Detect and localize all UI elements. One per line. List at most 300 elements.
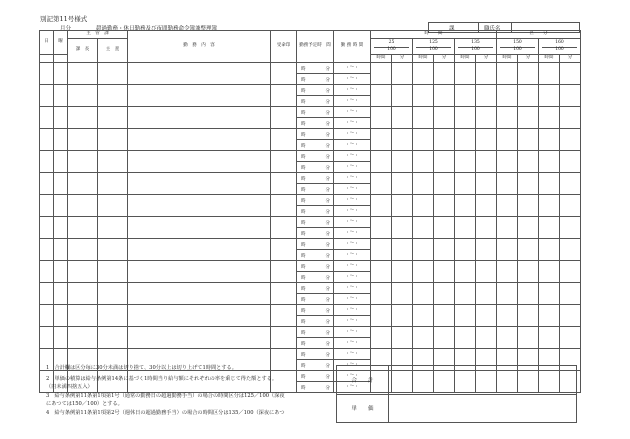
minutes-cell[interactable]: [392, 129, 413, 151]
minutes-cell[interactable]: [434, 261, 455, 283]
hours-cell[interactable]: [371, 63, 392, 85]
work-time-cell[interactable]: [334, 327, 371, 338]
hours-cell[interactable]: [497, 85, 518, 107]
hour-mark: 時: [301, 177, 306, 182]
hours-cell[interactable]: [539, 283, 560, 305]
section-chief-seal[interactable]: [68, 63, 98, 85]
hours-cell[interactable]: [539, 85, 560, 107]
weekday-cell[interactable]: [54, 195, 68, 217]
work-time-cell[interactable]: [334, 349, 371, 360]
chief-seal[interactable]: [98, 107, 128, 129]
minutes-cell[interactable]: [434, 85, 455, 107]
section-chief-seal[interactable]: [68, 129, 98, 151]
section-chief-seal[interactable]: [68, 283, 98, 305]
section-chief-seal[interactable]: [68, 305, 98, 327]
scheduled-time-cell[interactable]: [297, 129, 334, 140]
hours-cell[interactable]: [455, 151, 476, 173]
hours-cell[interactable]: [455, 63, 476, 85]
minute-mark: 分: [325, 199, 330, 204]
chief-seal[interactable]: [98, 173, 128, 195]
minutes-cell[interactable]: [560, 129, 581, 151]
minutes-cell[interactable]: [434, 217, 455, 239]
minutes-cell[interactable]: [434, 63, 455, 85]
hours-cell[interactable]: [455, 107, 476, 129]
weekday-cell[interactable]: [54, 173, 68, 195]
recipient-seal-cell[interactable]: [271, 239, 297, 261]
rate-125-header: 125 100: [413, 39, 455, 55]
hours-cell[interactable]: [455, 173, 476, 195]
scheduled-time-cell[interactable]: [297, 360, 334, 371]
recipient-seal-cell[interactable]: [271, 129, 297, 151]
hours-cell[interactable]: [539, 305, 560, 327]
date-cell[interactable]: [40, 151, 54, 173]
minutes-cell[interactable]: [476, 107, 497, 129]
hours-cell[interactable]: [371, 173, 392, 195]
minutes-cell[interactable]: [434, 129, 455, 151]
weekday-cell[interactable]: [54, 305, 68, 327]
hours-cell[interactable]: [413, 151, 434, 173]
work-time-cell[interactable]: [334, 338, 371, 349]
scheduled-time-cell[interactable]: [297, 338, 334, 349]
work-time-cell[interactable]: [334, 272, 371, 283]
scheduled-time-cell[interactable]: [297, 195, 334, 206]
work-time-cell[interactable]: [334, 63, 371, 74]
work-time-cell[interactable]: [334, 195, 371, 206]
minutes-cell[interactable]: [392, 63, 413, 85]
scheduled-time-cell[interactable]: [297, 162, 334, 173]
minutes-cell[interactable]: [476, 195, 497, 217]
minutes-cell[interactable]: [518, 327, 539, 349]
recipient-seal-cell[interactable]: [271, 261, 297, 283]
work-content-cell[interactable]: [128, 107, 271, 129]
work-content-cell[interactable]: [128, 239, 271, 261]
work-time-cell[interactable]: [334, 96, 371, 107]
hours-cell[interactable]: [455, 283, 476, 305]
minute-mark: 分: [325, 177, 330, 182]
weekday-cell[interactable]: [54, 151, 68, 173]
hours-cell[interactable]: [497, 195, 518, 217]
scheduled-time-cell[interactable]: [297, 382, 334, 393]
recipient-seal-cell[interactable]: [271, 283, 297, 305]
work-content-cell[interactable]: [128, 63, 271, 85]
hours-cell[interactable]: [497, 239, 518, 261]
hours-cell[interactable]: [413, 261, 434, 283]
weekday-cell[interactable]: [54, 129, 68, 151]
date-cell[interactable]: [40, 305, 54, 327]
date-cell[interactable]: [40, 239, 54, 261]
hours-cell[interactable]: [539, 195, 560, 217]
recipient-seal-cell[interactable]: [271, 85, 297, 107]
date-cell[interactable]: [40, 261, 54, 283]
hours-cell[interactable]: [497, 261, 518, 283]
minute-mark: 分: [325, 331, 330, 336]
minutes-cell[interactable]: [476, 305, 497, 327]
work-content-cell[interactable]: [128, 283, 271, 305]
minutes-cell[interactable]: [518, 239, 539, 261]
recipient-seal-cell[interactable]: [271, 151, 297, 173]
work-time-cell[interactable]: [334, 162, 371, 173]
minute-mark: 分: [325, 232, 330, 237]
minutes-cell[interactable]: [476, 129, 497, 151]
minutes-cell[interactable]: [392, 283, 413, 305]
recipient-seal-cell[interactable]: [271, 349, 297, 371]
hour-mark: 時: [301, 386, 306, 391]
weekday-cell[interactable]: [54, 85, 68, 107]
hours-cell[interactable]: [371, 327, 392, 349]
hours-cell[interactable]: [539, 217, 560, 239]
weekday-cell[interactable]: [54, 239, 68, 261]
chief-seal[interactable]: [98, 151, 128, 173]
scheduled-time-cell[interactable]: [297, 327, 334, 338]
section-chief-seal[interactable]: [68, 239, 98, 261]
work-time-cell[interactable]: [334, 206, 371, 217]
hours-cell[interactable]: [455, 239, 476, 261]
section-chief-seal[interactable]: [68, 261, 98, 283]
minutes-cell[interactable]: [392, 261, 413, 283]
scheduled-time-cell[interactable]: [297, 85, 334, 96]
section-chief-seal[interactable]: [68, 151, 98, 173]
chief-seal[interactable]: [98, 63, 128, 85]
work-content-cell[interactable]: [128, 305, 271, 327]
weekday-cell[interactable]: [54, 327, 68, 349]
work-time-cell[interactable]: [334, 316, 371, 327]
hour-mark: 時: [301, 133, 306, 138]
scheduled-time-cell[interactable]: [297, 316, 334, 327]
hours-unit: 時間: [371, 55, 392, 63]
minutes-cell[interactable]: [434, 239, 455, 261]
hours-cell[interactable]: [413, 107, 434, 129]
work-time-cell[interactable]: [334, 294, 371, 305]
minutes-cell[interactable]: [392, 305, 413, 327]
minutes-cell[interactable]: [434, 327, 455, 349]
minutes-cell[interactable]: [560, 217, 581, 239]
recipient-seal-cell[interactable]: [271, 63, 297, 85]
minutes-cell[interactable]: [518, 151, 539, 173]
hours-cell[interactable]: [413, 173, 434, 195]
dept-label: 課: [449, 26, 455, 32]
work-time-cell[interactable]: [334, 261, 371, 272]
work-time-cell[interactable]: [334, 173, 371, 184]
note-line: 4 給与条例第11条第1項第2号（週休日の超過勤務手当）の場合の時間区分は135／100（深夜にあつ: [46, 410, 285, 416]
hours-cell[interactable]: [413, 283, 434, 305]
date-cell[interactable]: [40, 85, 54, 107]
hours-cell[interactable]: [455, 305, 476, 327]
section-chief-seal[interactable]: [68, 327, 98, 349]
date-cell[interactable]: [40, 173, 54, 195]
scheduled-time-cell[interactable]: [297, 173, 334, 184]
weekday-cell[interactable]: [54, 283, 68, 305]
minutes-cell[interactable]: [434, 195, 455, 217]
minutes-cell[interactable]: [392, 217, 413, 239]
minutes-cell[interactable]: [392, 173, 413, 195]
work-time-cell[interactable]: [334, 250, 371, 261]
hours-cell[interactable]: [497, 63, 518, 85]
minutes-cell[interactable]: [434, 305, 455, 327]
work-time-cell[interactable]: [334, 140, 371, 151]
date-cell[interactable]: [40, 63, 54, 85]
scheduled-time-cell[interactable]: [297, 151, 334, 162]
hours-cell[interactable]: [371, 129, 392, 151]
minutes-cell[interactable]: [392, 327, 413, 349]
date-cell[interactable]: [40, 129, 54, 151]
work-time-cell[interactable]: [334, 228, 371, 239]
colon-mark: :: [355, 229, 358, 235]
recipient-seal-cell[interactable]: [271, 107, 297, 129]
work-time-cell[interactable]: [334, 184, 371, 195]
time-group-header: 時 間: [371, 31, 497, 39]
date-cell[interactable]: [40, 107, 54, 129]
minutes-cell[interactable]: [560, 283, 581, 305]
weekday-cell[interactable]: [54, 63, 68, 85]
recipient-seal-cell[interactable]: [271, 173, 297, 195]
scheduled-time-cell[interactable]: [297, 272, 334, 283]
scheduled-time-cell[interactable]: [297, 294, 334, 305]
scheduled-time-cell[interactable]: [297, 217, 334, 228]
hours-cell[interactable]: [539, 129, 560, 151]
hours-cell[interactable]: [539, 261, 560, 283]
hours-cell[interactable]: [371, 261, 392, 283]
hours-cell[interactable]: [413, 129, 434, 151]
minutes-cell[interactable]: [560, 239, 581, 261]
date-cell[interactable]: [40, 195, 54, 217]
minutes-cell[interactable]: [518, 129, 539, 151]
minutes-cell[interactable]: [560, 261, 581, 283]
minutes-cell[interactable]: [518, 261, 539, 283]
rate-150-header: 150 100: [497, 39, 539, 55]
minutes-cell[interactable]: [518, 217, 539, 239]
minutes-cell[interactable]: [476, 173, 497, 195]
hours-cell[interactable]: [497, 107, 518, 129]
colon-mark: :: [355, 339, 358, 345]
scheduled-time-cell[interactable]: [297, 206, 334, 217]
work-time-cell[interactable]: [334, 239, 371, 250]
scheduled-time-cell[interactable]: [297, 184, 334, 195]
recipient-seal-cell[interactable]: [271, 217, 297, 239]
colon-mark: :: [355, 152, 358, 158]
scheduled-time-cell[interactable]: [297, 63, 334, 74]
minutes-cell[interactable]: [518, 63, 539, 85]
hours-cell[interactable]: [455, 85, 476, 107]
minutes-cell[interactable]: [560, 63, 581, 85]
colon-mark: :: [355, 251, 358, 257]
work-content-cell[interactable]: [128, 261, 271, 283]
minutes-cell[interactable]: [476, 63, 497, 85]
work-time-cell[interactable]: [334, 107, 371, 118]
recipient-seal-cell[interactable]: [271, 195, 297, 217]
minutes-cell[interactable]: [392, 151, 413, 173]
hours-cell[interactable]: [497, 327, 518, 349]
recipient-seal-cell[interactable]: [271, 305, 297, 327]
work-content-cell[interactable]: [128, 151, 271, 173]
date-cell[interactable]: [40, 217, 54, 239]
tilde-mark: 〜: [349, 207, 355, 213]
chief-seal[interactable]: [98, 305, 128, 327]
minutes-cell[interactable]: [476, 217, 497, 239]
hours-cell[interactable]: [497, 305, 518, 327]
hours-cell[interactable]: [455, 129, 476, 151]
tilde-mark: 〜: [349, 383, 355, 389]
minutes-cell[interactable]: [434, 151, 455, 173]
work-content-cell[interactable]: [128, 195, 271, 217]
scheduled-time-cell[interactable]: [297, 96, 334, 107]
minute-mark: 分: [325, 144, 330, 149]
minutes-cell[interactable]: [560, 151, 581, 173]
hours-cell[interactable]: [371, 85, 392, 107]
minutes-cell[interactable]: [560, 85, 581, 107]
minute-mark: 分: [325, 78, 330, 83]
hours-cell[interactable]: [539, 173, 560, 195]
hour-mark: 時: [301, 89, 306, 94]
minutes-cell[interactable]: [476, 239, 497, 261]
minute-mark: 分: [325, 122, 330, 127]
work-content-cell[interactable]: [128, 217, 271, 239]
date-cell[interactable]: [40, 327, 54, 349]
hours-cell[interactable]: [413, 85, 434, 107]
work-time-cell[interactable]: [334, 151, 371, 162]
hours-cell[interactable]: [413, 239, 434, 261]
scheduled-time-cell[interactable]: [297, 305, 334, 316]
hours-cell[interactable]: [371, 283, 392, 305]
minutes-cell[interactable]: [518, 283, 539, 305]
minutes-cell[interactable]: [476, 85, 497, 107]
recipient-seal-cell[interactable]: [271, 327, 297, 349]
hours-cell[interactable]: [413, 63, 434, 85]
tilde-mark: 〜: [349, 196, 355, 202]
work-time-cell[interactable]: [334, 129, 371, 140]
minutes-cell[interactable]: [392, 85, 413, 107]
minutes-cell[interactable]: [560, 327, 581, 349]
section-chief-seal[interactable]: [68, 195, 98, 217]
hours-cell[interactable]: [539, 63, 560, 85]
section-chief-seal[interactable]: [68, 85, 98, 107]
minutes-cell[interactable]: [476, 151, 497, 173]
work-time-cell[interactable]: [334, 74, 371, 85]
hours-cell[interactable]: [455, 195, 476, 217]
hours-cell[interactable]: [539, 151, 560, 173]
scheduled-time-cell[interactable]: [297, 74, 334, 85]
minutes-cell[interactable]: [392, 195, 413, 217]
hours-cell[interactable]: [455, 261, 476, 283]
work-content-cell[interactable]: [128, 85, 271, 107]
minutes-cell[interactable]: [392, 107, 413, 129]
minutes-cell[interactable]: [518, 305, 539, 327]
hours-cell[interactable]: [539, 239, 560, 261]
tilde-mark: 〜: [349, 328, 355, 334]
scheduled-time-cell[interactable]: [297, 239, 334, 250]
hours-cell[interactable]: [497, 173, 518, 195]
work-time-cell[interactable]: [334, 305, 371, 316]
work-content-cell[interactable]: [128, 129, 271, 151]
minutes-cell[interactable]: [560, 107, 581, 129]
minutes-cell[interactable]: [560, 195, 581, 217]
chief-seal[interactable]: [98, 195, 128, 217]
hours-cell[interactable]: [371, 217, 392, 239]
chief-seal[interactable]: [98, 217, 128, 239]
scheduled-time-cell[interactable]: [297, 349, 334, 360]
weekday-cell[interactable]: [54, 107, 68, 129]
chief-seal[interactable]: [98, 129, 128, 151]
work-time-cell[interactable]: [334, 283, 371, 294]
scheduled-time-cell[interactable]: [297, 228, 334, 239]
scheduled-time-cell[interactable]: [297, 107, 334, 118]
minutes-cell[interactable]: [476, 261, 497, 283]
hours-cell[interactable]: [497, 129, 518, 151]
minutes-cell[interactable]: [434, 107, 455, 129]
hours-cell[interactable]: [497, 217, 518, 239]
scheduled-time-cell[interactable]: [297, 283, 334, 294]
colon-mark: :: [346, 218, 349, 224]
minutes-cell[interactable]: [518, 173, 539, 195]
colon-mark: :: [355, 218, 358, 224]
work-time-cell[interactable]: [334, 217, 371, 228]
section-chief-seal[interactable]: [68, 217, 98, 239]
minutes-cell[interactable]: [434, 283, 455, 305]
work-time-cell[interactable]: [334, 85, 371, 96]
weekday-cell[interactable]: [54, 217, 68, 239]
minute-mark: 分: [325, 309, 330, 314]
minutes-cell[interactable]: [518, 107, 539, 129]
chief-seal[interactable]: [98, 85, 128, 107]
scheduled-time-cell[interactable]: [297, 250, 334, 261]
chief-seal[interactable]: [98, 283, 128, 305]
minutes-cell[interactable]: [476, 283, 497, 305]
colon-mark: :: [355, 240, 358, 246]
hours-cell[interactable]: [539, 107, 560, 129]
hours-cell[interactable]: [497, 151, 518, 173]
tilde-mark: 〜: [349, 372, 355, 378]
hours-cell[interactable]: [371, 305, 392, 327]
scheduled-time-cell[interactable]: [297, 118, 334, 129]
section-chief-seal[interactable]: [68, 173, 98, 195]
work-time-cell[interactable]: [334, 118, 371, 129]
work-content-cell[interactable]: [128, 327, 271, 349]
minutes-cell[interactable]: [434, 173, 455, 195]
minutes-cell[interactable]: [518, 85, 539, 107]
hours-cell[interactable]: [413, 327, 434, 349]
colon-mark: :: [355, 207, 358, 213]
scheduled-time-cell[interactable]: [297, 261, 334, 272]
minutes-cell[interactable]: [476, 327, 497, 349]
minutes-cell[interactable]: [392, 239, 413, 261]
scheduled-time-cell[interactable]: [297, 371, 334, 382]
hours-cell[interactable]: [371, 195, 392, 217]
hours-cell[interactable]: [413, 195, 434, 217]
chief-seal[interactable]: [98, 327, 128, 349]
minute-mark: 分: [325, 67, 330, 72]
table-row: [40, 349, 581, 360]
chief-seal[interactable]: [98, 261, 128, 283]
tilde-mark: 〜: [349, 152, 355, 158]
work-content-cell[interactable]: [128, 173, 271, 195]
weekday-cell[interactable]: [54, 261, 68, 283]
date-cell[interactable]: [40, 283, 54, 305]
minutes-cell[interactable]: [560, 305, 581, 327]
hours-cell[interactable]: [455, 327, 476, 349]
hours-cell[interactable]: [413, 305, 434, 327]
chief-seal[interactable]: [98, 239, 128, 261]
hours-cell[interactable]: [371, 239, 392, 261]
hours-cell[interactable]: [539, 327, 560, 349]
hours-cell[interactable]: [371, 151, 392, 173]
section-chief-seal[interactable]: [68, 107, 98, 129]
minutes-cell[interactable]: [560, 173, 581, 195]
hours-cell[interactable]: [371, 107, 392, 129]
scheduled-time-cell[interactable]: [297, 140, 334, 151]
minutes-cell[interactable]: [518, 195, 539, 217]
hours-cell[interactable]: [455, 217, 476, 239]
hours-cell[interactable]: [413, 217, 434, 239]
hours-cell[interactable]: [497, 283, 518, 305]
